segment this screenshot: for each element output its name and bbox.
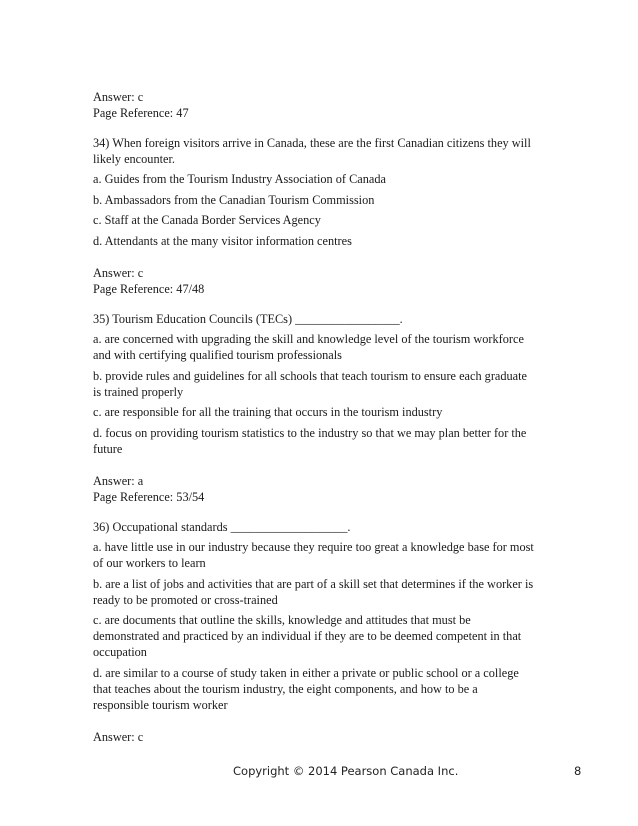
page-number: 8 xyxy=(574,764,582,778)
answer-text: Answer: c xyxy=(93,266,144,280)
option-c: c. are documents that outline the skills, knowledge and attitudes that must be demonstrated and practiced by an individual if they are to be deemed competent in that occupation xyxy=(93,613,522,659)
question-36 xyxy=(93,519,553,713)
option-d: d. are similar to a course of study taken in either a private or public school or a college that teaches about the tourism industry, the eight components, and how to be a responsible tourism worker xyxy=(93,665,519,712)
answer-block xyxy=(93,473,553,505)
question-stem: 35) Tourism Education Councils (TECs) _________________. xyxy=(93,312,403,326)
question-34 xyxy=(93,135,553,249)
option-a: a. Guides from the Tourism Industry Association of Canada xyxy=(93,172,386,186)
document-body xyxy=(93,89,553,745)
page-reference: Page Reference: 47 xyxy=(93,106,189,120)
answer-block xyxy=(93,729,553,745)
option-b: b. are a list of jobs and activities that are part of a skill set that determines if the worker is ready to be promoted or cross-trained xyxy=(93,576,534,607)
option-c: c. Staff at the Canada Border Services Agency xyxy=(93,213,321,227)
copyright-notice: Copyright © 2014 Pearson Canada Inc. xyxy=(233,764,459,778)
option-c: c. are responsible for all the training that occurs in the tourism industry xyxy=(93,405,443,419)
answer-text: Answer: c xyxy=(93,90,144,104)
question-stem: 34) When foreign visitors arrive in Canada, these are the first Canadian citizens they will likely encounter. xyxy=(93,136,531,166)
question-35 xyxy=(93,311,553,457)
page-reference: Page Reference: 53/54 xyxy=(93,490,205,504)
option-b: b. Ambassadors from the Canadian Tourism Commission xyxy=(93,192,375,207)
answer-block xyxy=(93,89,553,121)
option-b: b. provide rules and guidelines for all schools that teach tourism to ensure each graduate is trained properly xyxy=(93,368,528,399)
question-stem: 36) Occupational standards ___________________. xyxy=(93,520,351,534)
option-a: a. have little use in our industry because they require too great a knowledge base for most of our workers to learn xyxy=(93,540,534,570)
answer-text: Answer: c xyxy=(93,730,144,744)
answer-text: Answer: a xyxy=(93,474,144,488)
option-a: a. are concerned with upgrading the skill and knowledge level of the tourism workforce and with certifying qualified tourism professionals xyxy=(93,332,524,362)
option-d: d. focus on providing tourism statistics to the industry so that we may plan better for the future xyxy=(93,425,527,456)
option-d: d. Attendants at the many visitor information centres xyxy=(93,233,352,248)
answer-block xyxy=(93,265,553,297)
page-reference: Page Reference: 47/48 xyxy=(93,282,205,296)
